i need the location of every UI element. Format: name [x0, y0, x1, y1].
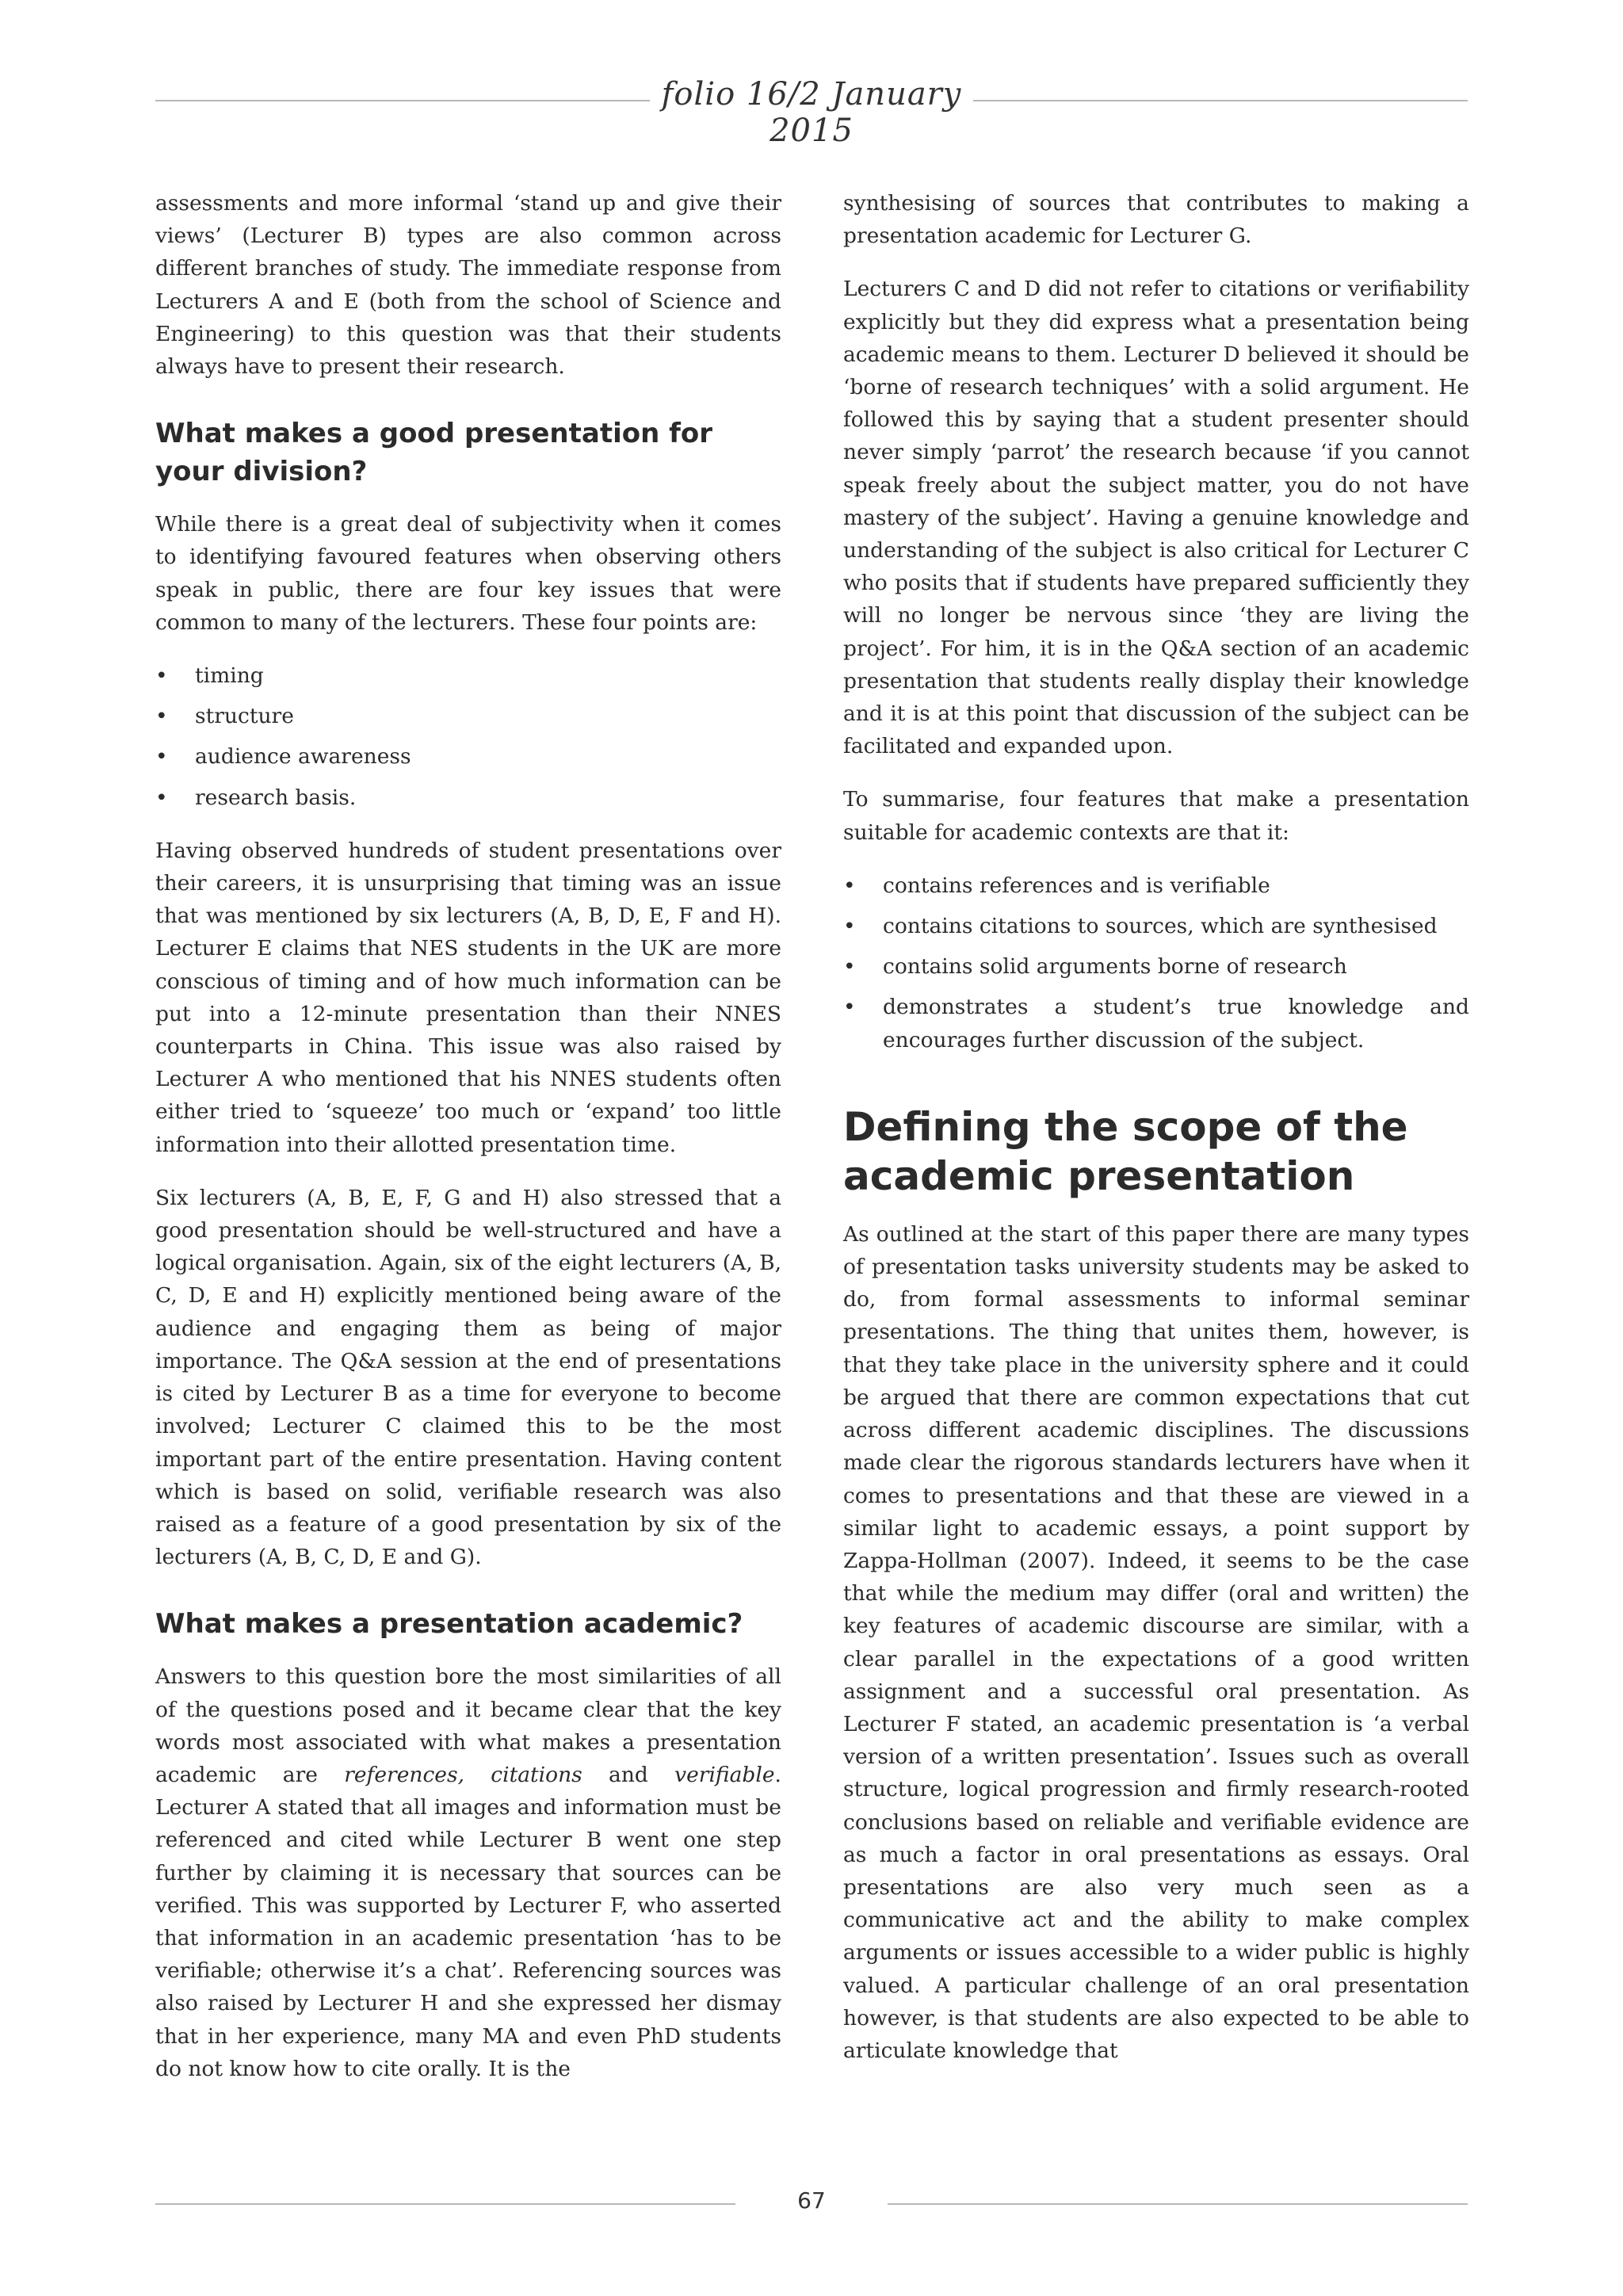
bullet-icon: • — [843, 954, 856, 980]
bullet-icon: • — [843, 995, 856, 1020]
list-item: • timing — [155, 659, 781, 692]
list-item: • demonstrates a student’s true knowledge and encourages further discussion of the subject. — [843, 991, 1469, 1056]
paragraph: Lecturers C and D did not refer to citations or verifiability explicitly but they did express what a presentation being academic means to them. Lecturer D believed it should be ‘borne of research techniques’ with a solid argument. He followed this by saying that a student presenter should never simply ‘parrot’ the research because ‘if you cannot speak freely about the subject matter, you do not have mastery of the subject’. Having a genuine knowledge and understanding of the subject is also critical for Lecturer C who posits that if students have prepared sufficiently they will no longer be nervous since ‘they are living the project’. For him, it is in the Q&A section of an academic presentation that students really display their knowledge and it is at this point that discussion of the subject can be facilitated and expanded upon. — [843, 277, 1469, 759]
right-column — [843, 187, 1469, 2088]
bullet-icon: • — [843, 914, 856, 939]
journal-issue-title: folio 16/2 January 2015 — [661, 76, 962, 149]
list-item: • contains citations to sources, which are synthesised — [843, 910, 1469, 942]
paragraph: As outlined at the start of this paper there are many types of presentation tasks university students may be asked to do, from formal assessments to informal seminar presentations. The thing that unites them, however, is that they take place in the university sphere and it could be argued that there are common expectations that cut across different academic disciplines. The discussions made clear the rigorous standards lecturers have when it comes to presentations and that these are viewed in a similar light to academic essays, a point support by Zappa-Hollman (2007). Indeed, it seems to be the case that while the medium may differ (oral and written) the key features of academic discourse are similar, with a clear parallel in the expectations of a good written assignment and a successful oral presentation. As Lecturer F stated, an academic presentation is ‘a verbal version of a written presentation’. Issues such as overall structure, logical progression and firmly research-rooted conclusions based on reliable and verifiable evidence are as much a factor in oral presentations as essays. Oral presentations are also very much seen as a communicative act and the ability to make complex arguments or issues accessible to a wider public is highly valued. A particular challenge of an oral presentation however, is that students are also expected to be able to articulate knowledge that — [843, 1221, 1469, 2063]
bullet-icon: • — [155, 744, 168, 770]
left-column — [155, 187, 781, 2106]
bullet-icon: • — [843, 873, 856, 898]
footer-rule-right — [888, 2203, 1468, 2205]
section-heading-presentation-academic: What makes a presentation academic? — [155, 1608, 743, 1641]
key-issues-list — [155, 659, 781, 814]
bullet-icon: • — [155, 663, 168, 689]
section-heading-good-presentation: What makes a good presentation for your division? — [155, 418, 713, 488]
header-rule-right — [973, 100, 1468, 101]
bullet-icon: • — [155, 704, 168, 729]
page-number: 67 — [797, 2187, 826, 2214]
footer-rule-left — [155, 2203, 735, 2205]
header-rule-left — [155, 100, 650, 101]
list-item: • contains references and is verifiable — [843, 869, 1469, 902]
bullet-icon: • — [155, 785, 168, 810]
list-item: • contains solid arguments borne of research — [843, 950, 1469, 983]
paragraph: To summarise, four features that make a presentation suitable for academic contexts are that it: — [843, 787, 1469, 845]
paragraph: While there is a great deal of subjectivity when it comes to identifying favoured features when observing others speak in public, there are four key issues that were common to many of the lecturers. These four points are: — [155, 512, 781, 635]
paragraph: synthesising of sources that contributes to making a presentation academic for Lecturer G. — [843, 191, 1469, 249]
paragraph: assessments and more informal ‘stand up and give their views’ (Lecturer B) types are also common across different branches of study. The immediate response from Lecturers A and E (both from the school of Science and Engineering) to this question was that their students always have to present their research. — [155, 191, 781, 380]
list-item: • audience awareness — [155, 740, 781, 773]
section-heading-scope: Defining the scope of the academic presentation — [843, 1103, 1408, 1199]
academic-features-list — [843, 869, 1469, 1056]
paragraph: Six lecturers (A, B, E, F, G and H) also stressed that a good presentation should be well-structured and have a logical organisation. Again, six of the eight lecturers (A, B, C, D, E and H) explicitly mentioned being aware of the audience and engaging them as being of major importance. The Q&A session at the end of presentations is cited by Lecturer B as a time for everyone to become involved; Lecturer C claimed this to be the most important part of the entire presentation. Having content which is based on solid, verifiable research was also raised as a feature of a good presentation by six of the lecturers (A, B, C, D, E and G). — [155, 1185, 781, 1570]
list-item: • research basis. — [155, 781, 781, 814]
paragraph: Having observed hundreds of student presentations over their careers, it is unsurprising that timing was an issue that was mentioned by six lecturers (A, B, D, E, F and H). Lecturer E claims that NES students in the UK are more conscious of timing and of how much information can be put into a 12-minute presentation than their NNES counterparts in China. This issue was also raised by Lecturer A who mentioned that his NNES students often either tried to ‘squeeze’ too much or ‘expand’ too little information into their allotted presentation time. — [155, 838, 781, 1157]
paragraph: Answers to this question bore the most similarities of all of the questions posed and it became clear that the key words most associated with what makes a presentation academic are references, citations and verifiable. Lecturer A stated that all images and information must be referenced and cited while Lecturer B went one step further by claiming it is necessary that sources can be verified. This was supported by Lecturer F, who asserted that information in an academic presentation ‘has to be verifiable; otherwise it’s a chat’. Referencing sources was also raised by Lecturer H and she expressed her dismay that in her experience, many MA and even PhD students do not know how to cite orally. It is the — [155, 1664, 781, 2081]
list-item: • structure — [155, 700, 781, 732]
